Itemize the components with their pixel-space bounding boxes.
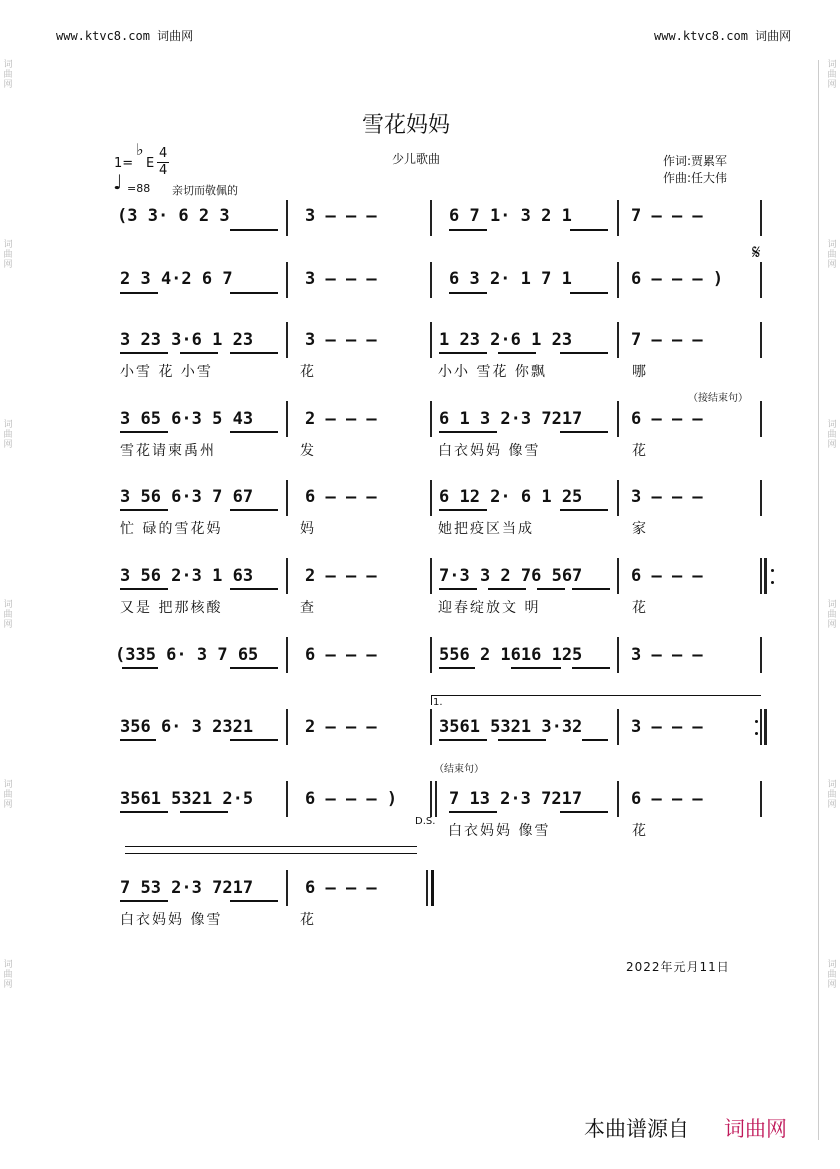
footer-source-site[interactable]: 词曲网	[724, 1117, 787, 1141]
barline	[430, 322, 432, 358]
barline	[286, 322, 288, 358]
repeat-dot	[771, 581, 774, 584]
repeat-start-bar	[764, 558, 767, 594]
volta-bracket-left	[431, 695, 432, 705]
measure: 3 65 6·3 5 43	[120, 409, 254, 429]
beam	[230, 900, 278, 902]
lyric-line: 花	[632, 823, 648, 839]
beam	[230, 229, 278, 231]
barline	[430, 637, 432, 673]
barline	[760, 262, 762, 298]
barline	[617, 781, 619, 817]
barline	[617, 480, 619, 516]
flat-icon: ♭	[136, 140, 144, 159]
barline	[430, 401, 432, 437]
measure: 3 56 2·3 1 63	[120, 566, 254, 586]
measure: 7 53 2·3 7217	[120, 878, 254, 898]
barline	[617, 709, 619, 745]
lyric-line: 又是 把那核酸	[120, 600, 223, 616]
measure: 7 – – –	[631, 330, 703, 350]
barline	[617, 262, 619, 298]
barline	[430, 200, 432, 236]
barline	[286, 558, 288, 594]
beam	[582, 739, 608, 741]
beam	[120, 739, 156, 741]
measure: 3 56 6·3 7 67	[120, 487, 254, 507]
measure: 6 7 1· 3 2 1	[449, 206, 572, 226]
beam	[230, 509, 278, 511]
song-title: 雪花妈妈	[362, 113, 451, 138]
site-url-right: www.ktvc8.com 词曲网	[654, 29, 792, 43]
measure: 3 – – –	[305, 206, 377, 226]
measure: 2 – – –	[305, 409, 377, 429]
barline	[430, 480, 432, 516]
beam	[120, 431, 168, 433]
lyric-line: 她把疫区当成	[438, 521, 534, 537]
barline	[760, 322, 762, 358]
barline	[760, 781, 762, 817]
song-subtitle: 少儿歌曲	[392, 152, 441, 166]
beam	[570, 292, 608, 294]
measure: 2 – – –	[305, 717, 377, 737]
repeat-dot	[755, 720, 758, 723]
beam	[537, 588, 565, 590]
measure: 356 6· 3 2321	[120, 717, 254, 737]
measure: 6 – – – )	[305, 789, 398, 809]
barline	[617, 322, 619, 358]
quarter-note-icon: ♩	[113, 170, 123, 194]
beam	[439, 667, 475, 669]
lyric-line: 雪花请柬禹州	[120, 443, 216, 459]
key-note: E	[146, 156, 155, 171]
beam	[120, 509, 168, 511]
barline	[430, 709, 432, 745]
measure: (335 6· 3 7 65	[115, 645, 259, 665]
beam	[180, 352, 218, 354]
lyric-line: 迎春绽放文 明	[438, 600, 541, 616]
footer-source-label: 本曲谱源自	[584, 1117, 689, 1141]
barline	[760, 200, 762, 236]
composer: 作曲:任大伟	[663, 171, 728, 185]
lyric-line: 花	[632, 443, 648, 459]
measure: 3 – – –	[631, 645, 703, 665]
barline	[286, 870, 288, 906]
barline	[617, 401, 619, 437]
beam	[560, 352, 608, 354]
measure: 6 – – –	[631, 566, 703, 586]
barline	[286, 262, 288, 298]
barline	[430, 781, 432, 817]
barline	[430, 558, 432, 594]
beam	[439, 431, 497, 433]
volta-label: 1.	[433, 697, 443, 708]
barline	[286, 781, 288, 817]
barline	[286, 709, 288, 745]
staff-separator-line	[125, 853, 417, 854]
measure: 6 – – –	[631, 789, 703, 809]
measure: 2 3 4·2 6 7	[120, 269, 233, 289]
barline	[435, 781, 437, 817]
measure: (3 3· 6 2 3	[117, 206, 230, 226]
da-segno-mark: D.S.	[415, 816, 436, 827]
beam	[230, 667, 278, 669]
beam	[180, 811, 228, 813]
beam	[439, 509, 487, 511]
barline	[430, 262, 432, 298]
beam	[120, 352, 168, 354]
beam	[511, 667, 561, 669]
lyric-line: 小小 雪花 你飘	[438, 364, 547, 380]
lyric-line: 白衣妈妈 像雪	[438, 443, 541, 459]
lyric-line: 查	[300, 600, 316, 616]
measure: 7 – – –	[631, 206, 703, 226]
beam	[449, 811, 497, 813]
staff-separator-line	[125, 846, 417, 847]
lyric-line: 花	[300, 364, 316, 380]
barline	[286, 401, 288, 437]
expression: 亲切而敬佩的	[172, 184, 238, 197]
measure: 6 – – –	[631, 409, 703, 429]
beam	[120, 900, 168, 902]
barline	[286, 637, 288, 673]
barline	[617, 637, 619, 673]
beam	[572, 667, 610, 669]
measure: 7·3 3 2 76 567	[439, 566, 583, 586]
segno-icon: 𝄋	[752, 240, 761, 264]
lyric-line: 花	[632, 600, 648, 616]
lyric-line: 小雪 花 小雪	[120, 364, 213, 380]
measure: 3 23 3·6 1 23	[120, 330, 254, 350]
measure: 6 3 2· 1 7 1	[449, 269, 572, 289]
measure: 6 – – –	[305, 878, 377, 898]
final-barline-thin	[426, 870, 428, 906]
barline	[760, 480, 762, 516]
measure: 556 2 1616 125	[439, 645, 583, 665]
time-signature-top: 4	[159, 146, 168, 161]
measure: 2 – – –	[305, 566, 377, 586]
beam	[560, 509, 608, 511]
barline	[617, 558, 619, 594]
beam	[439, 588, 477, 590]
beam	[439, 352, 487, 354]
lyric-line: 妈	[300, 521, 316, 537]
page-edge-line	[818, 60, 819, 1140]
measure: 3 – – –	[631, 717, 703, 737]
lyric-line: 白衣妈妈 像雪	[120, 912, 223, 928]
tempo: =88	[127, 182, 151, 195]
jump-to-ending-label: （接结束句）	[688, 393, 748, 404]
beam	[122, 667, 158, 669]
beam	[230, 431, 278, 433]
lyric-line: 白衣妈妈 像雪	[448, 823, 551, 839]
beam	[449, 229, 487, 231]
volta-bracket	[431, 695, 761, 696]
barline	[760, 401, 762, 437]
measure: 3 – – –	[305, 330, 377, 350]
repeat-end-bar	[764, 709, 767, 745]
barline	[286, 200, 288, 236]
site-url-left: www.ktvc8.com 词曲网	[56, 29, 194, 43]
measure: 3561 5321 3·32	[439, 717, 583, 737]
beam	[230, 588, 278, 590]
ending-label: （结束句）	[434, 764, 484, 775]
final-barline-thick	[431, 870, 434, 906]
measure: 3 – – –	[305, 269, 377, 289]
lyric-line: 忙 碌的雪花妈	[120, 521, 223, 537]
measure: 7 13 2·3 7217	[449, 789, 583, 809]
beam	[498, 739, 546, 741]
repeat-dot	[755, 732, 758, 735]
measure: 1 23 2·6 1 23	[439, 330, 573, 350]
measure: 3 – – –	[631, 487, 703, 507]
beam	[230, 292, 278, 294]
time-signature-bottom: 4	[159, 163, 168, 178]
date: 2022年元月11日	[626, 960, 730, 974]
measure: 6 – – – )	[631, 269, 724, 289]
lyric-line: 家	[632, 521, 648, 537]
lyric-line: 发	[300, 443, 316, 459]
beam	[230, 739, 278, 741]
beam	[572, 588, 610, 590]
lyric-line: 哪	[632, 364, 648, 380]
beam	[449, 292, 487, 294]
measure: 6 12 2· 6 1 25	[439, 487, 583, 507]
measure: 6 1 3 2·3 7217	[439, 409, 583, 429]
lyricist: 作词:贾累军	[663, 154, 728, 168]
measure: 3561 5321 2·5	[120, 789, 254, 809]
beam	[230, 352, 278, 354]
barline	[760, 709, 762, 745]
repeat-dot	[771, 569, 774, 572]
barline	[286, 480, 288, 516]
beam	[560, 811, 608, 813]
beam	[498, 352, 536, 354]
measure: 6 – – –	[305, 645, 377, 665]
lyric-line: 花	[300, 912, 316, 928]
beam	[120, 292, 158, 294]
beam	[560, 431, 608, 433]
beam	[120, 811, 168, 813]
beam	[488, 588, 526, 590]
beam	[439, 739, 487, 741]
beam	[120, 588, 168, 590]
beam	[570, 229, 608, 231]
key-signature: 1=	[114, 156, 134, 171]
barline	[760, 637, 762, 673]
barline	[760, 558, 762, 594]
measure: 6 – – –	[305, 487, 377, 507]
barline	[617, 200, 619, 236]
